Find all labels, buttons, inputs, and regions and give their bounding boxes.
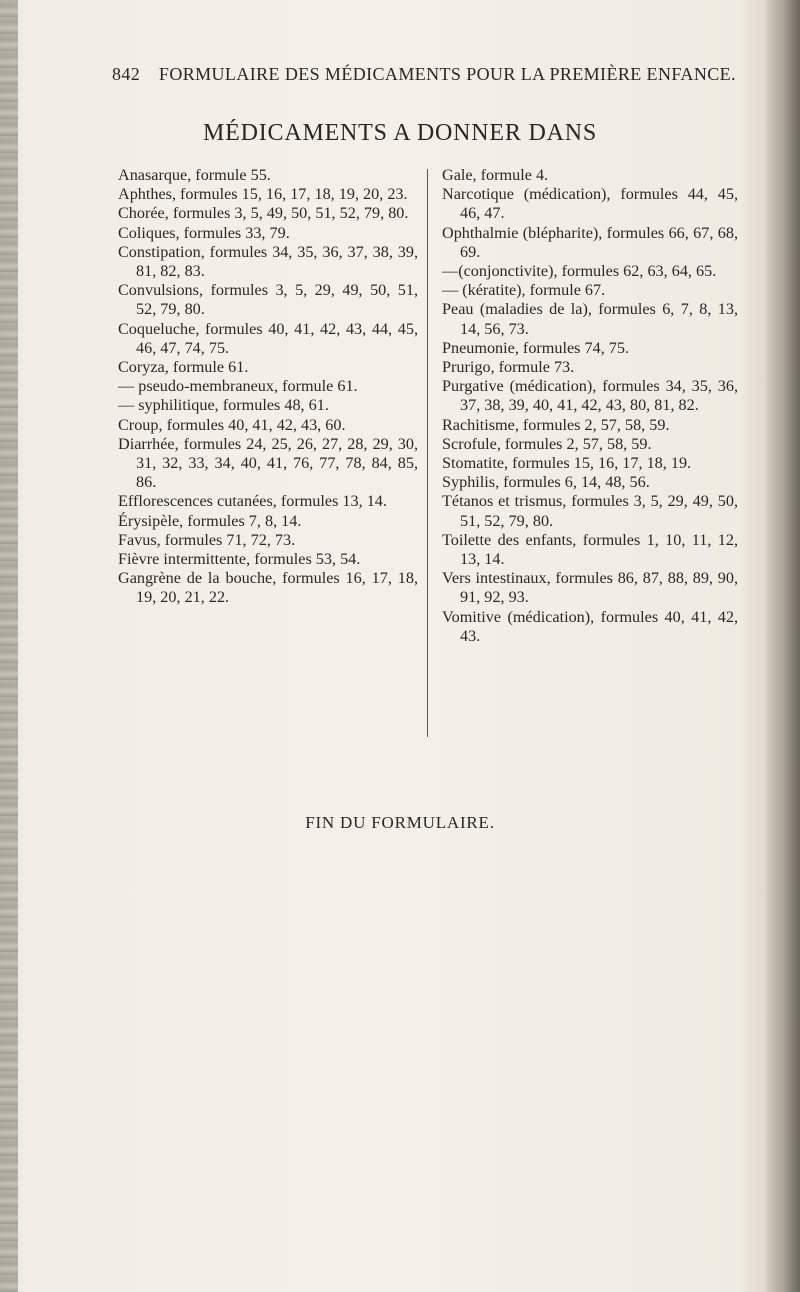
index-entry: — (kératite), formule 67.	[442, 281, 606, 300]
index-entry: Vomitive (médication), formules 40, 41, 42, 43.	[442, 607, 738, 645]
index-entry: Diarrhée, formules 24, 25, 26, 27, 28, 29, 30, 31, 32, 33, 34, 40, 41, 76, 77, 78, 84, 85, 86.	[118, 434, 418, 492]
index-entry: Chorée, formules 3, 5, 49, 50, 51, 52, 79, 80.	[118, 204, 409, 223]
index-entry: Tétanos et trismus, formules 3, 5, 29, 49, 50, 51, 52, 79, 80.	[442, 492, 738, 530]
running-head	[112, 64, 736, 85]
right-column	[442, 166, 738, 646]
index-entry: Narcotique (médication), formules 44, 45, 46, 47.	[442, 185, 738, 223]
page-number: 842	[112, 64, 141, 84]
index-entry: Syphilis, formules 6, 14, 48, 56.	[442, 473, 650, 492]
index-entry: Coliques, formules 33, 79.	[118, 223, 290, 242]
index-entry: Convulsions, formules 3, 5, 29, 49, 50, 51, 52, 79, 80.	[118, 281, 418, 319]
right-page-edge	[766, 0, 800, 1292]
index-entry: Anasarque, formule 55.	[118, 166, 271, 184]
index-entry: Purgative (médication), formules 34, 35, 36, 37, 38, 39, 40, 41, 42, 43, 80, 81, 82.	[442, 377, 738, 415]
index-entry: Favus, formules 71, 72, 73.	[118, 530, 296, 549]
index-entry: —(conjonctivite), formules 62, 63, 64, 65.	[442, 262, 717, 281]
index-entry: Croup, formules 40, 41, 42, 43, 60.	[118, 415, 346, 434]
index-entry: Coryza, formule 61.	[118, 358, 249, 377]
index-entry: Prurigo, formule 73.	[442, 358, 575, 377]
left-page-edge	[0, 0, 18, 1292]
index-entry: Aphthes, formules 15, 16, 17, 18, 19, 20, 23.	[118, 185, 408, 204]
index-entry: Efflorescences cutanées, formules 13, 14.	[118, 492, 387, 511]
section-title: MÉDICAMENTS A DONNER DANS	[202, 120, 598, 146]
index-entry: Rachitisme, formules 2, 57, 58, 59.	[442, 415, 670, 434]
index-entry: Peau (maladies de la), formules 6, 7, 8, 13, 14, 56, 73.	[442, 300, 738, 338]
index-entry: — syphilitique, formules 48, 61.	[118, 396, 329, 415]
left-column	[118, 166, 418, 608]
column-divider	[427, 169, 428, 737]
running-title: FORMULAIRE DES MÉDICAMENTS POUR LA PREMIÈRE ENFANCE.	[158, 64, 736, 84]
index-entry: — pseudo-membraneux, formule 61.	[118, 377, 358, 396]
end-note: FIN DU FORMULAIRE.	[305, 813, 495, 832]
index-entry: Gangrène de la bouche, formules 16, 17, 18, 19, 20, 21, 22.	[118, 569, 418, 607]
index-entry: Stomatite, formules 15, 16, 17, 18, 19.	[442, 454, 692, 473]
index-entry: Toilette des enfants, formules 1, 10, 11, 12, 13, 14.	[442, 530, 738, 569]
index-entry: Érysipèle, formules 7, 8, 14.	[118, 511, 302, 530]
index-entry: Gale, formule 4.	[442, 166, 549, 184]
index-entry: Ophthalmie (blépharite), formules 66, 67, 68, 69.	[442, 223, 738, 261]
index-entry: Vers intestinaux, formules 86, 87, 88, 89, 90, 91, 92, 93.	[442, 569, 738, 607]
index-entry: Scrofule, formules 2, 57, 58, 59.	[442, 434, 652, 453]
index-entry: Fièvre intermittente, formules 53, 54.	[118, 550, 361, 569]
index-entry: Constipation, formules 34, 35, 36, 37, 38, 39, 81, 82, 83.	[118, 242, 418, 281]
index-entry: Pneumonie, formules 74, 75.	[442, 338, 630, 357]
index-entry: Coqueluche, formules 40, 41, 42, 43, 44, 45, 46, 47, 74, 75.	[118, 319, 418, 357]
